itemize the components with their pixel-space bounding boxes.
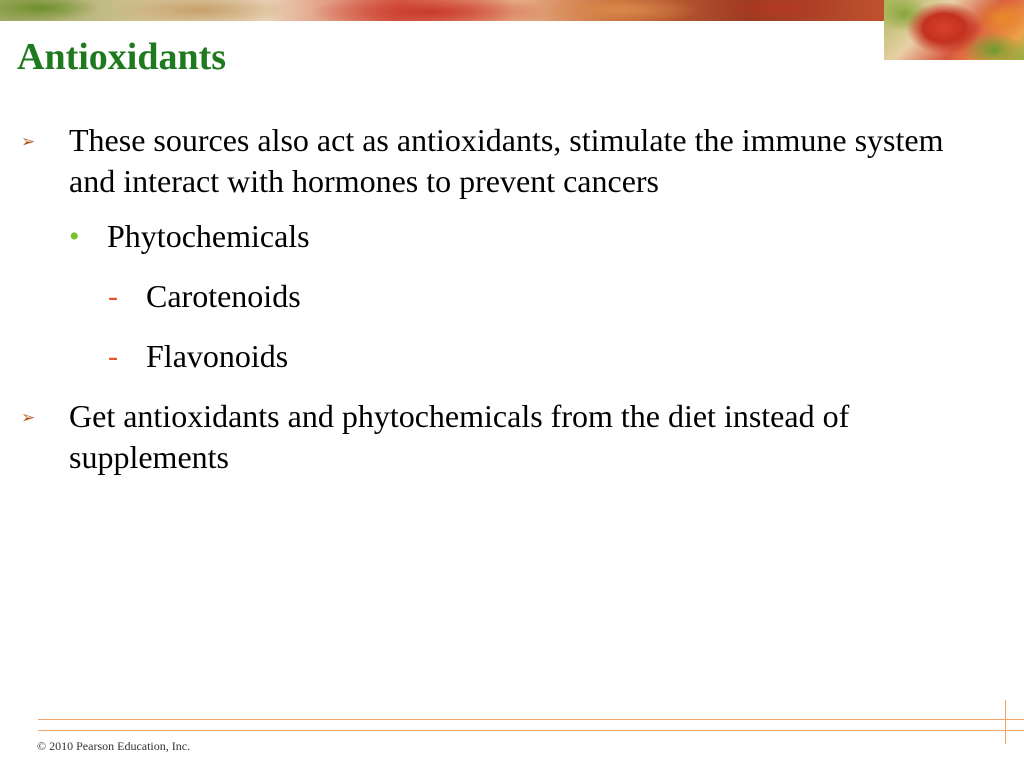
sub-sub-bullet-item [18,336,978,377]
produce-banner-image [0,0,884,21]
footer-rule [38,719,1024,720]
arrow-bullet-icon: ➢ [21,408,36,427]
slide-body [18,120,978,492]
footer-rule [38,730,1024,731]
vegetables-photo [884,0,1024,60]
copyright-notice: © 2010 Pearson Education, Inc. [37,739,191,753]
bullet-text: These sources also act as antioxidants, stimulate the immune system and interact with hormones to prevent cancers [69,122,944,199]
dot-bullet-icon: • [69,220,80,253]
dash-bullet-icon: - [108,340,118,373]
sub-bullet-text: Phytochemicals [107,218,310,254]
arrow-bullet-icon: ➢ [21,132,36,151]
sub-sub-bullet-text: Carotenoids [146,278,301,314]
sub-sub-bullet-item [18,276,978,317]
dash-bullet-icon: - [108,280,118,313]
bullet-item [18,120,978,202]
sub-sub-bullet-text: Flavonoids [146,338,289,374]
footer-tick [1005,710,1006,744]
sub-bullet-item [18,216,978,257]
footer-tick [1005,700,1006,710]
bullet-text: Get antioxidants and phytochemicals from the diet instead of supplements [69,398,850,475]
slide-title: Antioxidants [17,36,227,78]
bullet-item [18,396,978,478]
